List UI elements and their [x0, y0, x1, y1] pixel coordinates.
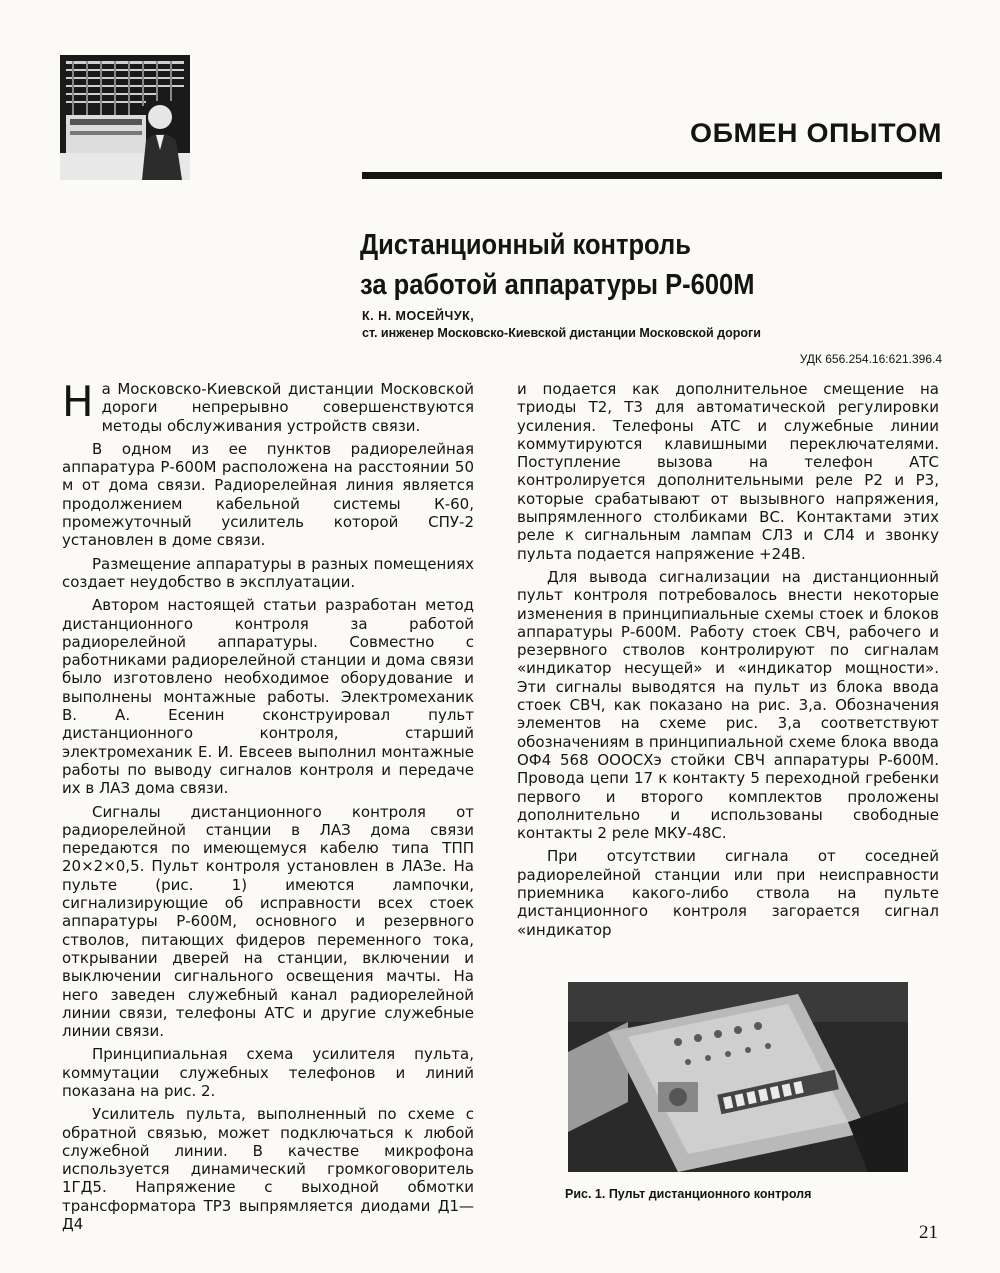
- author-name: К. Н. МОСЕЙЧУК,: [362, 309, 475, 323]
- paragraph: и подается как дополнительное смещение на триоды Т2, Т3 для автоматической регулировки усиления. Телефоны АТС и служебные линии коммутируются клавишными переключателями. Поступление вызова на телефон АТС контролируется дополнительными реле Р2 и Р3, которые срабатывают от вызывного напряжения, выпрямленного столбиками ВС. Контактами этих реле к сигнальным лампам СЛ3 и СЛ4 и звонку пульта подается напряжение +24В.: [517, 380, 939, 563]
- drop-cap: Н: [62, 377, 94, 426]
- title-line-1: Дистанционный контроль: [360, 229, 691, 261]
- paragraph: Сигналы дистанционного контроля от радиорелейной станции в ЛАЗ дома связи передаются по имеющемуся кабелю типа ТПП 20×2×0,5. Пульт контроля установлен в ЛАЗе. На пульте (рис. 1) имеются лампочки, сигнализирующие об исправности всех стоек аппаратуры Р-600М, основного и резервного стволов, питающих фидеров переменного тока, открывании дверей на станции, включении и выключении сигнального освещения мачты. На него заведен служебный канал радиорелейной линии связи, телефоны АТС и другие служебные линии связи.: [62, 802, 474, 1041]
- article-title: [360, 225, 754, 305]
- paragraph: Для вывода сигнализации на дистанционный пульт контроля потребовалось внести некоторые изменения в принципиальные схемы стоек и блоков аппаратуры Р-600М. Работу стоек СВЧ, рабочего и резервного стволов контролируют по сигналам «индикатор несущей» и «индикатор мощности». Эти сигналы выводятся на пульт из блока ввода стоек СВЧ, как показано на рис. 3,а. Обозначения элементов на схеме рис. 3,а соответствуют обозначениям в принципиальной схеме блока ввода ОФ4 568 ОООСХэ стойки СВЧ аппаратуры Р-600М. Провода цепи 17 к контакту 5 переходной гребенки первого и второго комплектов проложены дополнительно и использованы свободные контакты 2 реле МКУ-48С.: [517, 567, 939, 843]
- paragraph: На Московско-Киевской дистанции Московской дороги непрерывно совершенствуются методы обслуживания устройств связи.: [62, 377, 474, 435]
- author-block: [362, 308, 761, 342]
- paragraph: В одном из ее пунктов радиорелейная аппаратура Р-600М расположена на расстоянии 50 м от дома связи. Радиорелейная линия является продолжением кабельной системы К-60, промежуточный усилитель которой СПУ-2 установлен в доме связи.: [62, 439, 474, 550]
- paragraph: Принципиальная схема усилителя пульта, коммутации служебных телефонов и линий показана на рис. 2.: [62, 1045, 474, 1100]
- figure-1-photo: [568, 982, 908, 1172]
- header-photo: [60, 55, 190, 180]
- right-column: [517, 380, 939, 944]
- section-rubric: ОБМЕН ОПЫТОМ: [689, 118, 942, 148]
- paragraph: Размещение аппаратуры в разных помещениях создает неудобство в эксплуатации.: [62, 554, 474, 591]
- figure-caption: Рис. 1. Пульт дистанционного контроля: [565, 1187, 812, 1201]
- udk-code: УДК 656.254.16:621.396.4: [799, 352, 942, 366]
- left-column: [62, 377, 474, 1238]
- page-number: 21: [919, 1222, 938, 1243]
- paragraph: Усилитель пульта, выполненный по схеме с обратной связью, может подключаться к любой служебной линии. В качестве микрофона используется динамический громкоговоритель 1ГД5. Напряжение с выходной обмотки трансформатора ТР3 выпрямляется диодами Д1—Д4: [62, 1105, 474, 1234]
- paragraph: Автором настоящей статьи разработан метод дистанционного контроля за работой радиорелейной аппаратуры. Совместно с работниками радиорелейной станции и дома связи было изготовлено необходимое оборудование и выполнены монтажные работы. Электромеханик В. А. Есенин сконструировал пульт дистанционного контроля, старший электромеханик Е. И. Евсеев выполнил монтажные работы по выводу сигналов контроля и передаче их в ЛАЗ дома связи.: [62, 596, 474, 798]
- title-line-2: за работой аппаратуры Р-600М: [360, 269, 755, 301]
- author-position: ст. инженер Московско-Киевской дистанции Московской дороги: [362, 326, 761, 340]
- paragraph: При отсутствии сигнала от соседней радиорелейной станции или при неисправности приемника какого-либо ствола на пульте дистанционного контроля загорается сигнал «индикатор: [517, 847, 939, 939]
- header-rule: [362, 172, 942, 179]
